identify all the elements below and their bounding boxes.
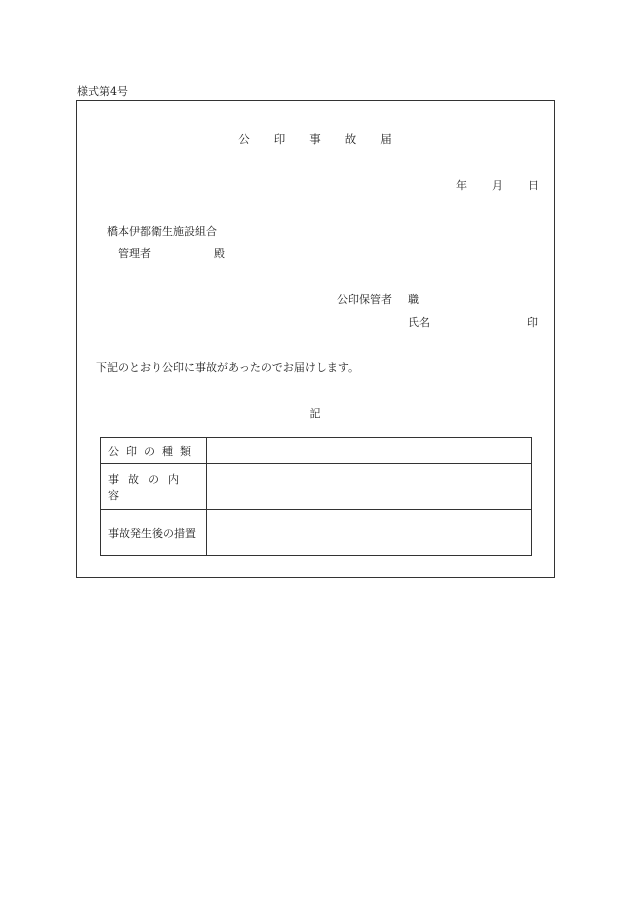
title-char: 事: [309, 132, 321, 146]
applicant-role: 公印保管者: [337, 293, 392, 306]
seal-type-label: 公印の種類: [101, 438, 207, 464]
table-row: [101, 438, 532, 464]
incident-details-field[interactable]: [207, 464, 532, 510]
date-day-label: 日: [528, 179, 539, 192]
addressee-organization: 橋本伊都衛生施設組合: [107, 225, 217, 238]
table-row: [101, 510, 532, 556]
body-text: 下記のとおり公印に事故があったのでお届けします。: [96, 361, 360, 374]
addressee-honorific: 殿: [214, 247, 225, 260]
title-char: 故: [344, 132, 357, 146]
form-number: 様式第4号: [77, 85, 128, 98]
incident-details-label: 事故の内容: [101, 464, 207, 510]
post-incident-measures-label: 事故発生後の措置: [101, 510, 207, 556]
form-title: [0, 134, 630, 146]
title-char: 届: [380, 132, 392, 146]
applicant-name-label: 氏名: [408, 316, 430, 329]
post-incident-measures-field[interactable]: [207, 510, 532, 556]
table-row: [101, 464, 532, 510]
detail-table: [100, 437, 532, 556]
title-char: 公: [238, 132, 250, 146]
applicant-position-label: 職: [408, 293, 419, 306]
title-char: 印: [273, 132, 286, 146]
addressee-manager: 管理者: [118, 247, 151, 260]
date-year-label: 年: [456, 179, 467, 192]
seal-type-field[interactable]: [207, 438, 532, 464]
date-month-label: 月: [492, 179, 503, 192]
seal-mark: 印: [527, 316, 538, 329]
ki-heading: 記: [309, 407, 321, 420]
